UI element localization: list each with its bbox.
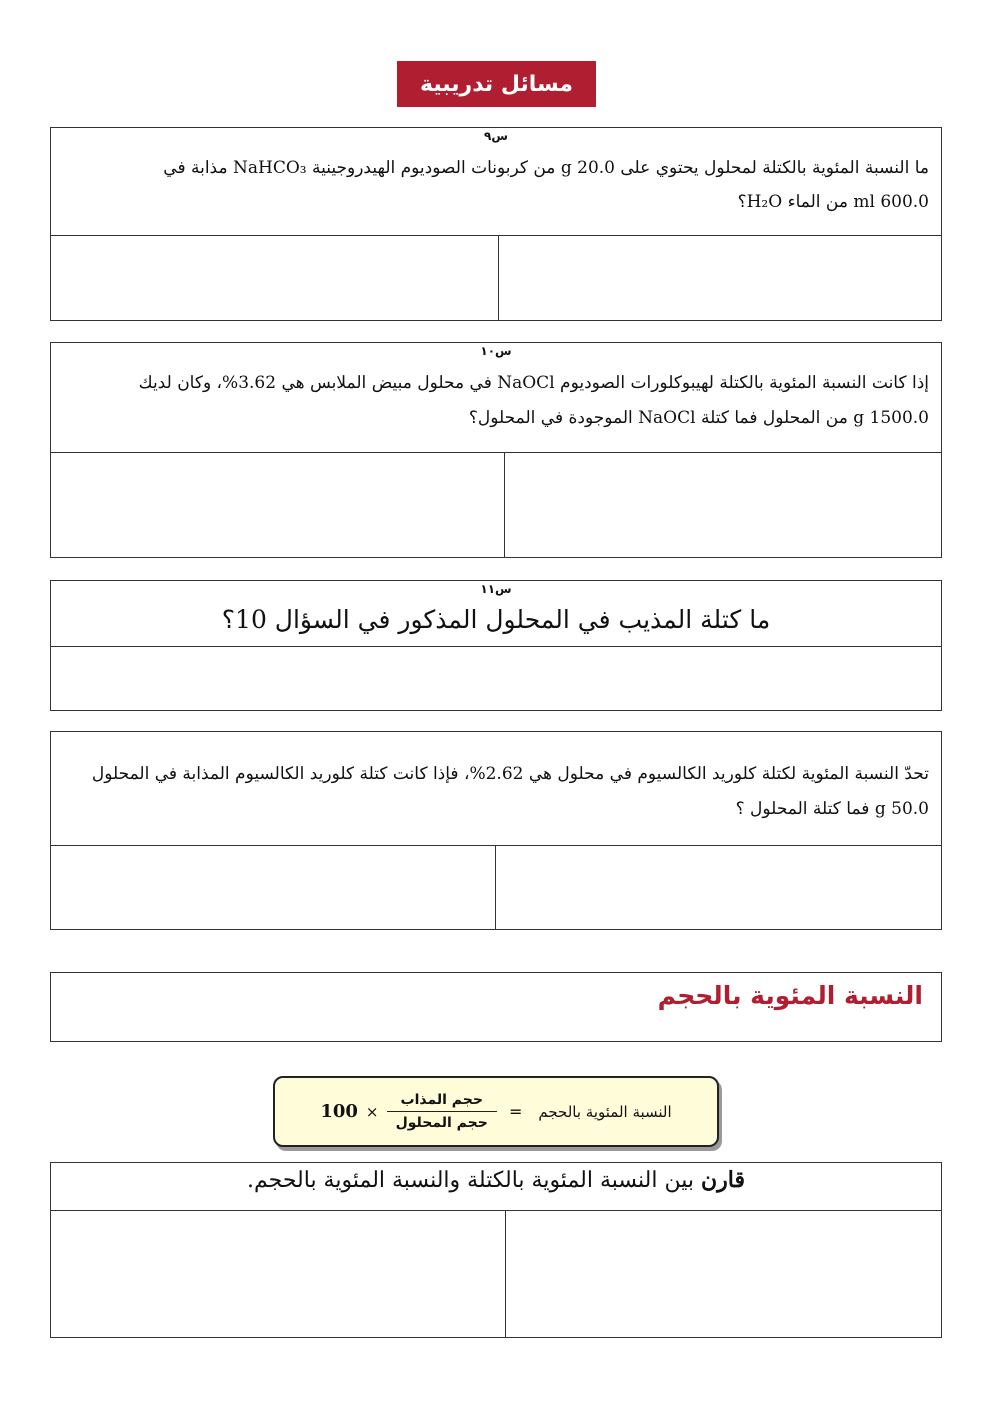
formula-times: × [365, 1102, 379, 1121]
answer-area-right[interactable] [496, 846, 941, 929]
formula-equals: = [508, 1102, 523, 1121]
compare-rest: بين النسبة المئوية بالكتلة والنسبة المئوية بالحجم. [247, 1168, 701, 1193]
answer-area[interactable] [51, 647, 941, 710]
answer-area-right[interactable] [499, 236, 941, 320]
question-9-label: س٩ [484, 129, 508, 143]
question-10-label: س١٠ [480, 344, 512, 358]
compare-bold: قارن [701, 1167, 745, 1193]
section-heading-box [50, 972, 942, 1042]
formula-factor: 100 [320, 1101, 358, 1122]
question-11-text: ما كتلة المذيب في المحلول المذكور في السؤال 10؟ [221, 605, 771, 634]
question-10-card [50, 342, 942, 558]
question-11-label: س١١ [480, 582, 512, 596]
answer-area-left[interactable] [51, 1211, 505, 1337]
compare-card [50, 1162, 942, 1338]
question-9-card [50, 127, 942, 321]
question-9-line-2: 600.0 ml من الماء H₂O؟ [737, 192, 929, 212]
compare-question [51, 1167, 941, 1193]
question-10-line-1: إذا كانت النسبة المئوية بالكتلة لهيبوكلورات الصوديوم NaOCl في محلول مبيض الملابس هي 3.62%، وكان لديك [138, 373, 929, 393]
page-title: مسائل تدريبية [397, 61, 596, 107]
question-10-line-2: 1500.0 g من المحلول فما كتلة NaOCl الموجودة في المحلول؟ [468, 408, 929, 428]
challenge-line-1: تحدّ النسبة المئوية لكتلة كلوريد الكالسيوم في محلول هي 2.62%، فإذا كانت كتلة كلوريد الكالسيوم المذابة في المحلول [91, 764, 929, 784]
answer-area-left[interactable] [51, 846, 495, 929]
section-heading: النسبة المئوية بالحجم [657, 981, 923, 1010]
formula-denominator: حجم المحلول [395, 1115, 488, 1131]
formula-fraction [387, 1092, 497, 1131]
answer-area-right[interactable] [506, 1211, 941, 1337]
answer-area-left[interactable] [51, 453, 504, 557]
question-11-card [50, 580, 942, 711]
challenge-card [50, 731, 942, 930]
formula-box [273, 1076, 719, 1147]
challenge-line-2: 50.0 g فما كتلة المحلول ؟ [735, 799, 929, 819]
answer-area-right[interactable] [505, 453, 941, 557]
question-9-line-1: ما النسبة المئوية بالكتلة لمحلول يحتوي على 20.0 g من كربونات الصوديوم الهيدروجينية NaHCO₃ مذابة في [163, 158, 929, 178]
formula-lhs: النسبة المئوية بالحجم [538, 1102, 672, 1121]
formula-numerator: حجم المذاب [387, 1092, 497, 1112]
answer-area-left[interactable] [51, 236, 498, 320]
